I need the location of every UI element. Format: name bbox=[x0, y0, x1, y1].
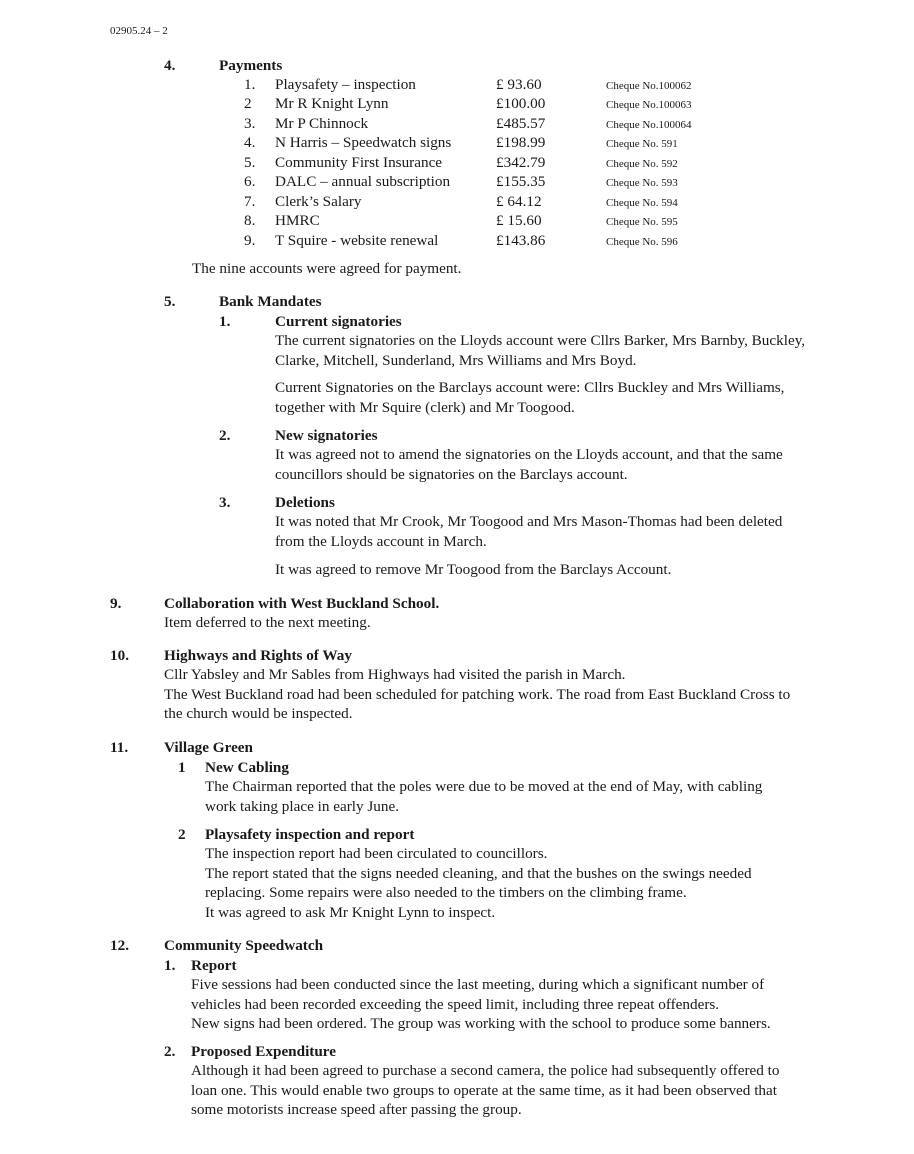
text-line: work taking place in early June. bbox=[205, 797, 399, 815]
payment-number: 9. bbox=[244, 232, 256, 249]
new-cabling-heading: New Cabling bbox=[205, 759, 289, 776]
payment-amount: £100.00 bbox=[496, 95, 546, 112]
payments-heading: Payments bbox=[219, 57, 283, 74]
payment-payee: Mr R Knight Lynn bbox=[275, 95, 389, 112]
payment-cheque: Cheque No. 593 bbox=[606, 177, 678, 189]
payment-payee: Clerk’s Salary bbox=[275, 193, 362, 210]
payment-number: 8. bbox=[244, 212, 256, 229]
new-cabling-text bbox=[205, 777, 855, 816]
payments-number: 4. bbox=[164, 57, 176, 74]
proposed-expenditure-text bbox=[191, 1061, 861, 1120]
proposed-expenditure-heading: Proposed Expenditure bbox=[191, 1043, 337, 1060]
subsection-number: 2. bbox=[219, 427, 231, 444]
text-line: The West Buckland road had been scheduled for patching work. The road from East Buckland Cross to bbox=[164, 685, 791, 703]
document-reference: 02905.24 – 2 bbox=[110, 25, 168, 37]
item11-heading: Village Green bbox=[164, 739, 253, 756]
new-signatories-text bbox=[275, 445, 862, 484]
text-line: replacing. Some repairs were also needed to the timbers on the climbing frame. bbox=[205, 884, 687, 901]
text-line: some motorists increase speed after passing the group. bbox=[191, 1101, 522, 1118]
text-line: It was agreed not to amend the signatories on the Lloyds account, and that the same bbox=[275, 446, 783, 463]
payment-cheque: Cheque No.100062 bbox=[606, 80, 692, 92]
payment-amount: £155.35 bbox=[496, 173, 546, 190]
text-line: the church would be inspected. bbox=[164, 705, 353, 722]
text-line: The inspection report had been circulated to councillors. bbox=[205, 845, 548, 862]
payment-cheque: Cheque No. 594 bbox=[606, 197, 678, 209]
subsection-number: 2 bbox=[178, 826, 186, 843]
payment-number: 5. bbox=[244, 154, 256, 171]
payment-cheque: Cheque No.100063 bbox=[606, 99, 692, 111]
payment-number: 4. bbox=[244, 134, 256, 151]
item10-number: 10. bbox=[110, 647, 129, 664]
payment-number: 3. bbox=[244, 115, 256, 132]
payment-amount: £143.86 bbox=[496, 232, 546, 249]
deletions-heading: Deletions bbox=[275, 494, 335, 511]
text-line: vehicles had been recorded exceeding the speed limit, including three repeat offenders. bbox=[191, 995, 720, 1013]
text-line: New signs had been ordered. The group was working with the school to produce some banners. bbox=[191, 1015, 771, 1032]
payment-amount: £342.79 bbox=[496, 154, 546, 171]
new-signatories-heading: New signatories bbox=[275, 427, 378, 444]
text-line: The report stated that the signs needed cleaning, and that the bushes on the swings needed bbox=[205, 864, 752, 882]
payment-payee: DALC – annual subscription bbox=[275, 173, 451, 190]
payment-payee: HMRC bbox=[275, 212, 320, 229]
payment-payee: Playsafety – inspection bbox=[275, 76, 416, 93]
report-heading: Report bbox=[191, 957, 237, 974]
subsection-number: 1. bbox=[219, 313, 231, 330]
report-text bbox=[191, 975, 861, 1034]
payment-amount: £ 15.60 bbox=[496, 212, 542, 229]
payment-cheque: Cheque No. 591 bbox=[606, 138, 678, 150]
text-line: from the Lloyds account in March. bbox=[275, 532, 487, 550]
text-line: Five sessions had been conducted since the last meeting, during which a significant number of bbox=[191, 976, 765, 993]
text-line: It was noted that Mr Crook, Mr Toogood and Mrs Mason-Thomas had been deleted bbox=[275, 513, 783, 530]
text-line: Cllr Yabsley and Mr Sables from Highways had visited the parish in March. bbox=[164, 666, 626, 683]
text-line: It was agreed to ask Mr Knight Lynn to inspect. bbox=[205, 903, 496, 921]
item9-text: Item deferred to the next meeting. bbox=[164, 614, 371, 631]
subsection-number: 2. bbox=[164, 1043, 176, 1060]
item12-number: 12. bbox=[110, 937, 129, 954]
text-line: Current Signatories on the Barclays account were: Cllrs Buckley and Mrs Williams, bbox=[275, 379, 785, 396]
subsection-number: 1. bbox=[164, 957, 176, 974]
payment-amount: £198.99 bbox=[496, 134, 546, 151]
item12-heading: Community Speedwatch bbox=[164, 937, 324, 954]
payment-amount: £485.57 bbox=[496, 115, 546, 132]
payment-payee: Community First Insurance bbox=[275, 154, 443, 171]
payment-cheque: Cheque No. 595 bbox=[606, 216, 678, 228]
current-signatories-barclays-text bbox=[275, 378, 862, 417]
subsection-number: 3. bbox=[219, 494, 231, 511]
text-line: The current signatories on the Lloyds account were Cllrs Barker, Mrs Barnby, Buckley, bbox=[275, 332, 806, 349]
payment-cheque: Cheque No. 592 bbox=[606, 158, 678, 170]
text-line: Clarke, Mitchell, Sunderland, Mrs Williams and Mrs Boyd. bbox=[275, 351, 637, 369]
payment-number: 2 bbox=[244, 95, 252, 112]
payment-cheque: Cheque No. 596 bbox=[606, 236, 678, 248]
deletions-text bbox=[275, 512, 862, 551]
current-signatories-lloyds-text bbox=[275, 331, 862, 370]
payment-number: 1. bbox=[244, 76, 256, 93]
payment-amount: £ 93.60 bbox=[496, 76, 542, 93]
deletions-barclays-text: It was agreed to remove Mr Toogood from the Barclays Account. bbox=[275, 561, 672, 578]
item9-number: 9. bbox=[110, 595, 122, 612]
bank-mandates-heading: Bank Mandates bbox=[219, 293, 322, 310]
bank-mandates-number: 5. bbox=[164, 293, 176, 310]
text-line: Although it had been agreed to purchase a second camera, the police had subsequently offered to bbox=[191, 1062, 780, 1079]
text-line: together with Mr Squire (clerk) and Mr Toogood. bbox=[275, 398, 575, 416]
payment-cheque: Cheque No.100064 bbox=[606, 119, 692, 131]
playsafety-text bbox=[205, 844, 855, 922]
item10-heading: Highways and Rights of Way bbox=[164, 647, 352, 664]
item10-text bbox=[164, 665, 864, 724]
current-signatories-heading: Current signatories bbox=[275, 313, 402, 330]
text-line: councillors should be signatories on the Barclays account. bbox=[275, 465, 628, 483]
payment-payee: N Harris – Speedwatch signs bbox=[275, 134, 452, 151]
payment-number: 6. bbox=[244, 173, 256, 190]
item9-heading: Collaboration with West Buckland School. bbox=[164, 595, 440, 612]
payment-amount: £ 64.12 bbox=[496, 193, 542, 210]
payment-payee: Mr P Chinnock bbox=[275, 115, 369, 132]
payment-payee: T Squire - website renewal bbox=[275, 232, 439, 249]
item11-number: 11. bbox=[110, 739, 129, 756]
text-line: loan one. This would enable two groups to operate at the same time, as it had been observed that bbox=[191, 1081, 777, 1099]
payments-agreed-text: The nine accounts were agreed for payment. bbox=[192, 260, 462, 277]
subsection-number: 1 bbox=[178, 759, 186, 776]
playsafety-heading: Playsafety inspection and report bbox=[205, 826, 415, 843]
payment-number: 7. bbox=[244, 193, 256, 210]
text-line: The Chairman reported that the poles were due to be moved at the end of May, with cabling bbox=[205, 778, 763, 795]
